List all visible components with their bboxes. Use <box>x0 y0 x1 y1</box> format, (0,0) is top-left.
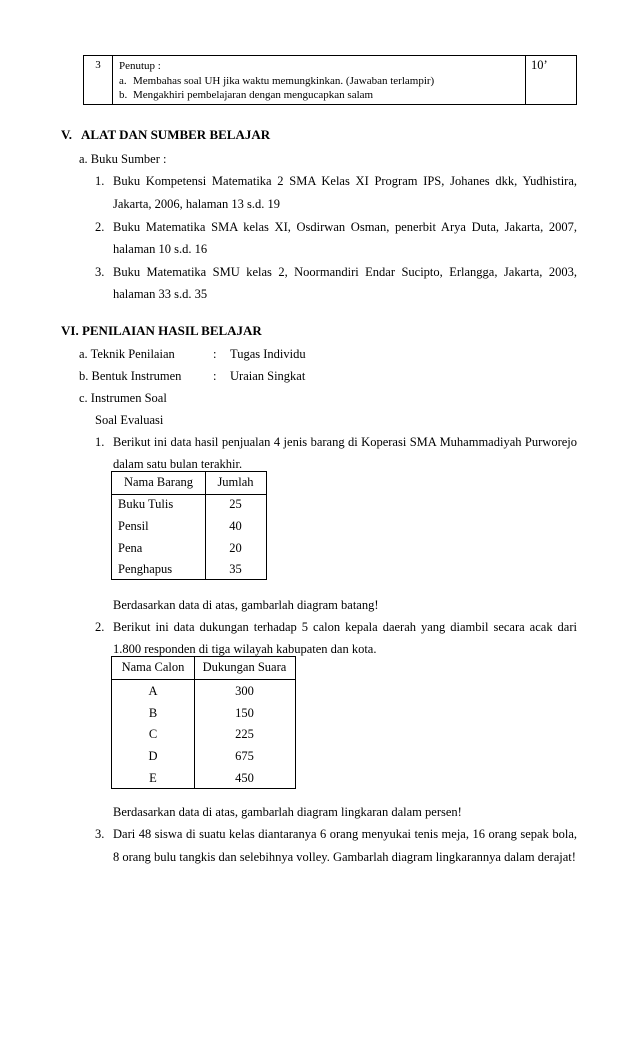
vote-data-table <box>111 656 296 789</box>
table-cell: B <box>148 706 158 720</box>
section-6-heading: VI. PENILAIAN HASIL BELAJAR <box>61 323 262 338</box>
instrument-form-value: Uraian Singkat <box>230 369 306 383</box>
item-marker: a. <box>119 74 127 87</box>
table-cell: 20 <box>229 541 242 555</box>
table-header: Dukungan Suara <box>202 660 287 674</box>
table-cell: 675 <box>235 749 254 763</box>
table-cell: 40 <box>229 519 242 533</box>
time-allocation: 10’ <box>531 58 548 72</box>
book-3-line1: Buku Matematika SMU kelas 2, Noormandiri Endar Sucipto, Erlangga, Jakarta, 2003, <box>113 265 577 279</box>
book-2-line2: halaman 10 s.d. 16 <box>113 242 208 256</box>
table-header: Jumlah <box>217 475 254 489</box>
evaluation-title: Soal Evaluasi <box>95 413 164 427</box>
question-2-number: 2. <box>95 620 105 634</box>
sales-data-table <box>111 471 267 580</box>
table-cell: 300 <box>235 684 254 698</box>
activity-item <box>119 74 525 89</box>
table-cell: 35 <box>229 562 242 576</box>
activity-item <box>119 88 525 103</box>
table-cell: 225 <box>235 727 254 741</box>
table-cell: E <box>149 771 157 785</box>
table-cell: Penghapus <box>118 562 173 576</box>
table-header: Nama Barang <box>123 475 194 489</box>
table-cell: Buku Tulis <box>118 497 174 511</box>
item-marker: b. <box>119 89 128 101</box>
book-3-number: 3. <box>95 265 105 279</box>
question-1-number: 1. <box>95 435 105 449</box>
book-source-label: a. Buku Sumber : <box>79 152 167 166</box>
question-instrument-label: c. Instrumen Soal <box>79 391 167 405</box>
instrument-form-label: b. Bentuk Instrumen <box>79 369 182 383</box>
question-3-line1: Dari 48 siswa di suatu kelas diantaranya 6 orang menyukai tenis meja, 16 orang sepak bola, <box>113 827 577 841</box>
question-3-line2: 8 orang bulu tangkis dan selebihnya volley. Gambarlah diagram lingkarannya dalam derajat! <box>113 850 576 864</box>
book-3-line2: halaman 33 s.d. 35 <box>113 287 208 301</box>
activity-cell <box>113 56 526 104</box>
book-2-number: 2. <box>95 220 105 234</box>
activity-title: Penutup : <box>119 60 161 72</box>
assessment-technique-label: a. Teknik Penilaian <box>79 347 175 361</box>
book-1-line1: Buku Kompetensi Matematika 2 SMA Kelas XI Program IPS, Johanes dkk, Yudhistira, <box>113 174 577 188</box>
question-2-instruction: Berdasarkan data di atas, gambarlah diagram lingkaran dalam persen! <box>113 805 462 819</box>
colon: : <box>213 369 217 383</box>
colon: : <box>213 347 217 361</box>
question-1-line2: dalam satu bulan terakhir. <box>113 457 243 471</box>
item-text: Membahas soal UH jika waktu memungkinkan. (Jawaban terlampir) <box>133 74 435 87</box>
closing-activity-table <box>83 55 577 105</box>
question-2-line1: Berikut ini data dukungan terhadap 5 calon kepala daerah yang diambil secara acak dari <box>113 620 577 634</box>
book-2-line1: Buku Matematika SMA kelas XI, Osdirwan Osman, penerbit Arya Duta, Jakarta, 2007, <box>113 220 577 234</box>
table-header: Nama Calon <box>121 660 185 674</box>
item-text: Mengakhiri pembelajaran dengan mengucapkan salam <box>133 89 374 101</box>
table-cell: C <box>148 727 158 741</box>
table-cell: 150 <box>235 706 254 720</box>
row-number: 3 <box>84 56 113 104</box>
book-1-number: 1. <box>95 174 105 188</box>
table-cell: D <box>148 749 158 763</box>
table-cell: A <box>148 684 158 698</box>
assessment-technique-value: Tugas Individu <box>230 347 306 361</box>
question-1-line1: Berikut ini data hasil penjualan 4 jenis barang di Koperasi SMA Muhammadiyah Purworejo <box>113 435 577 449</box>
section-5-heading: V. ALAT DAN SUMBER BELAJAR <box>61 127 271 142</box>
table-cell: Pensil <box>118 519 149 533</box>
table-cell: 450 <box>235 771 254 785</box>
book-1-line2: Jakarta, 2006, halaman 13 s.d. 19 <box>113 197 280 211</box>
question-3-number: 3. <box>95 827 105 841</box>
question-2-line2: 1.800 responden di tiga wilayah kabupaten dan kota. <box>113 642 377 656</box>
table-cell: Pena <box>118 541 143 555</box>
table-cell: 25 <box>229 497 242 511</box>
question-1-instruction: Berdasarkan data di atas, gambarlah diagram batang! <box>113 598 379 612</box>
